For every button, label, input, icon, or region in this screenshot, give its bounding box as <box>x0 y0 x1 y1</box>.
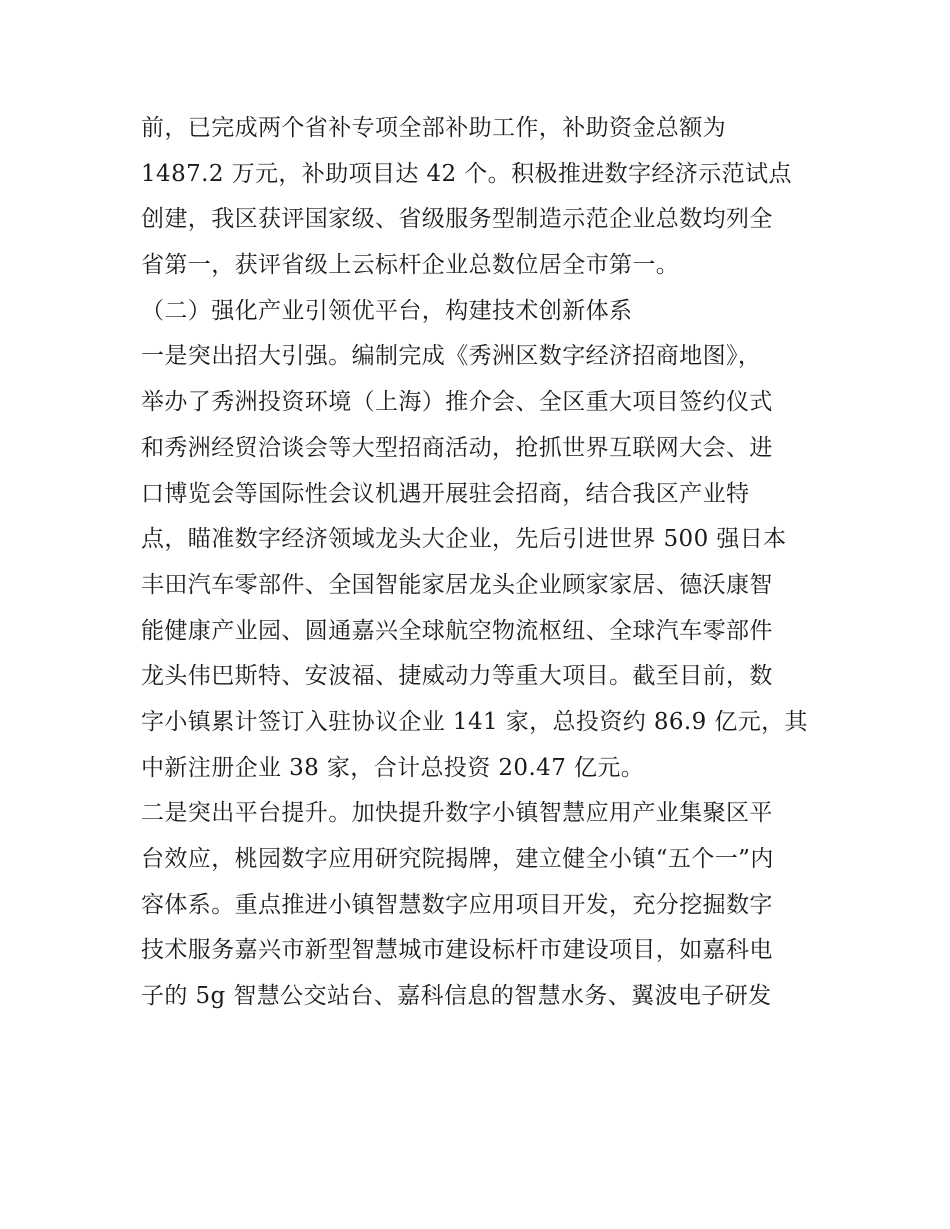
text-line-4: 省第一，获评省级上云标杆企业总数位居全市第一。 <box>141 252 680 279</box>
text-line-3: 创建，我区获评国家级、省级服务型制造示范企业总数均列全 <box>141 206 773 233</box>
text-line-8: 和秀洲经贸洽谈会等大型招商活动，抢抓世界互联网大会、进 <box>141 434 773 461</box>
text-line-13: 龙头伟巴斯特、安波福、捷威动力等重大项目。截至目前，数 <box>141 663 773 690</box>
text-line-19: 技术服务嘉兴市新型智慧城市建设标杆市建设项目，如嘉科电 <box>141 937 773 964</box>
text-line-1: 前，已完成两个省补专项全部补助工作，补助资金总额为 <box>141 115 726 141</box>
text-line-2: 1487.2 万元，补助项目达 42 个。积极推进数字经济示范试点 <box>141 160 792 187</box>
text-line-15: 中新注册企业 38 家，合计总投资 20.47 亿元。 <box>141 754 645 781</box>
text-line-16: 二是突出平台提升。加快提升数字小镇智慧应用产业集聚区平 <box>141 800 773 827</box>
text-line-18: 容体系。重点推进小镇智慧数字应用项目开发，充分挖掘数字 <box>141 891 773 918</box>
text-line-12: 能健康产业园、圆通嘉兴全球航空物流枢纽、全球汽车零部件 <box>141 617 773 644</box>
section-heading: （二）强化产业引领优平台，构建技术创新体系 <box>141 297 633 324</box>
text-line-11: 丰田汽车零部件、全国智能家居龙头企业顾家家居、德沃康智 <box>141 571 773 598</box>
text-line-10: 点，瞄准数字经济领域龙头大企业，先后引进世界 500 强日本 <box>141 526 787 553</box>
text-line-7: 举办了秀洲投资环境（上海）推介会、全区重大项目签约仪式 <box>141 389 773 416</box>
text-line-9: 口博览会等国际性会议机遇开展驻会招商，结合我区产业特 <box>141 480 750 507</box>
body-text <box>141 106 813 1020</box>
text-line-17: 台效应，桃园数字应用研究院揭牌，建立健全小镇“五个一”内 <box>141 846 774 872</box>
text-line-6: 一是突出招大引强。编制完成《秀洲区数字经济招商地图》， <box>141 343 762 370</box>
text-line-14: 字小镇累计签订入驻协议企业 141 家，总投资约 86.9 亿元，其 <box>141 708 808 735</box>
text-line-20: 子的 5g 智慧公交站台、嘉科信息的智慧水务、翼波电子研发 <box>141 983 772 1010</box>
